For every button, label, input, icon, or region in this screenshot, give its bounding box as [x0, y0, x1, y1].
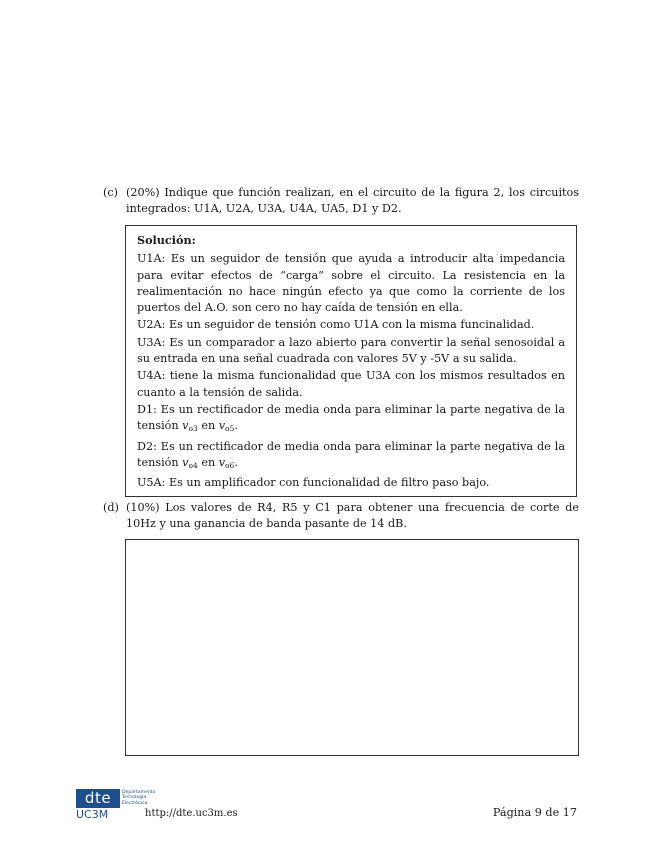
dept-line3: Electrónica — [122, 800, 148, 806]
d2-end: . — [234, 455, 238, 469]
d1-sub2: o5 — [225, 424, 235, 434]
solution-paragraph-u2a: U2A: Es un seguidor de tensión como U1A con la misma funcinalidad. — [137, 318, 535, 332]
question-d-label: (d) — [103, 501, 119, 514]
dept-line1: Departamento — [122, 790, 156, 795]
question-d-text: (10%) Los valores de R4, R5 y C1 para obtener una frecuencia de corte de 10Hz y una ganancia de banda pasante de 14 dB. — [126, 501, 579, 530]
solution-paragraph-u4a: U4A: tiene la misma funcionalidad que U3A con los mismos resultados en cuanto a la tensión de salida. — [137, 369, 565, 399]
logo-department — [122, 790, 162, 806]
solution-paragraph-d1 — [137, 402, 565, 438]
solution-paragraph-d2 — [137, 439, 565, 475]
logo-uc3m: UC3M — [76, 808, 109, 821]
d1-mid: en — [197, 419, 219, 433]
question-c-label: (c) — [103, 186, 118, 199]
logo-dte-text: dte — [76, 789, 120, 808]
footer-url-link[interactable]: http://dte.uc3m.es — [145, 808, 238, 819]
d1-sub1: o3 — [188, 424, 198, 434]
d1-var1: v — [182, 419, 189, 433]
solution-title: Solución: — [137, 233, 196, 247]
dte-logo — [76, 789, 156, 821]
question-d — [103, 500, 579, 532]
d1-var2: v — [218, 419, 226, 433]
d1-end: . — [234, 419, 238, 433]
dept-line2: Tecnología — [122, 795, 147, 801]
solution-paragraph-u5a: U5A: Es un amplificador con funcionalidad de filtro paso bajo. — [137, 476, 490, 490]
solution-box — [125, 225, 577, 497]
d2-mid: en — [197, 455, 219, 469]
answer-box[interactable] — [125, 539, 579, 756]
solution-paragraph-u3a: U3A: Es un comparador a lazo abierto para convertir la señal senosoidal a su entrada en una señal cuadrada con valores 5V y -5V a su salida. — [137, 335, 565, 366]
d2-sub1: o4 — [188, 460, 198, 470]
d1-text: D1: Es un rectificador de media onda para eliminar la parte negativa de la tensión — [137, 402, 565, 433]
solution-paragraph-u1a: U1A: Es un seguidor de tensión que ayuda a introducir alta impedancia para evitar efectos de “carga” sobre el circuito. La resistencia en la realimentación no hace ningún efecto ya que como la corriente de los puertos del A.O. son cero no hay caída de tensión en ella. — [137, 252, 565, 315]
d2-text: D2: Es un rectificador de media onda para eliminar la parte negativa de la tensión — [137, 439, 565, 469]
page-number: Página 9 de 17 — [492, 806, 577, 819]
d2-sub2: o6 — [225, 460, 235, 470]
d2-var1: v — [182, 455, 189, 469]
question-c-text: (20%) Indique que función realizan, en el circuito de la figura 2, los circuitos integrados: U1A, U2A, U3A, U4A, UA5, D1 y D2. — [126, 186, 579, 215]
question-c — [103, 185, 579, 217]
d2-var2: v — [218, 455, 226, 469]
